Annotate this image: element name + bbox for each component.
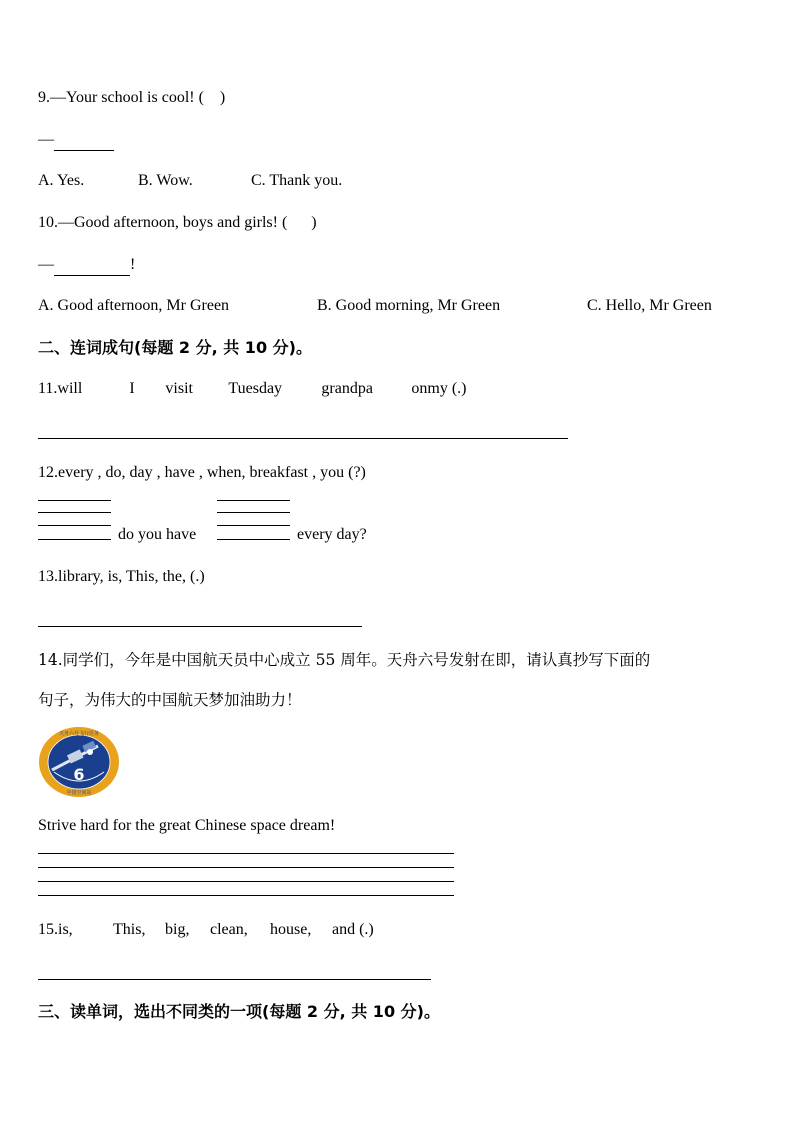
q15-word: clean, — [210, 921, 248, 938]
q15-word: house, — [270, 921, 312, 938]
q10-options — [38, 296, 712, 316]
q15-word: big, — [165, 921, 190, 938]
q10-end: ! — [130, 256, 136, 273]
q11-word: Tuesday — [228, 380, 283, 397]
q11-answer-line[interactable] — [38, 438, 568, 439]
q11-word: onmy (.) — [411, 380, 467, 397]
q11-prompt — [38, 379, 467, 399]
q15-answer-line[interactable] — [38, 979, 431, 980]
q13-answer-line[interactable] — [38, 626, 362, 627]
q12-prompt: 12.every , do, day , have , when, breakfast , you (?) — [38, 464, 366, 481]
q15-word: is, — [58, 921, 73, 938]
q9-question: 9.—Your school is cool! ( ) — [38, 89, 226, 106]
q10-dash: — — [38, 256, 54, 273]
q9-answer-blank[interactable] — [54, 130, 114, 151]
q13-prompt: 13.library, is, This, the, (.) — [38, 568, 205, 585]
q9-options — [38, 171, 342, 191]
q15-word: and (.) — [332, 921, 374, 938]
q12-mid-text: do you have — [118, 526, 197, 543]
q10-answer-blank[interactable] — [54, 255, 130, 276]
q15-prompt — [38, 920, 374, 940]
q15-word: This, — [113, 921, 146, 938]
badge-top-text: 天舟六号飞行任务 — [58, 731, 100, 737]
q11-word: I — [129, 380, 135, 397]
q15-num: 15. — [38, 921, 58, 938]
q14-sentence: Strive hard for the great Chinese space dream! — [38, 817, 336, 834]
q9-option-c[interactable]: C. Thank you. — [251, 172, 343, 189]
q14-line-2: 句子，为伟大的中国航天梦加油助力！ — [38, 691, 302, 709]
q10-question: 10.—Good afternoon, boys and girls! ( ) — [38, 214, 317, 231]
q12-end-text: every day? — [297, 526, 367, 543]
q14-line-1: 14.同学们，今年是中国航天员中心成立 55 周年。天舟六号发射在即，请认真抄写下面的 — [38, 651, 651, 669]
section2-title: 二、连词成句(每题 2 分, 共 10 分)。 — [38, 338, 312, 357]
q10-option-b[interactable]: B. Good morning, Mr Green — [317, 297, 501, 314]
q11-num: 11. — [38, 380, 58, 397]
q11-word: grandpa — [321, 380, 373, 397]
q11-word: will — [57, 380, 83, 397]
q10-option-c[interactable]: C. Hello, Mr Green — [587, 297, 712, 314]
badge-bottom-text: 中国空间站 — [66, 790, 92, 796]
q10-option-a[interactable]: A. Good afternoon, Mr Green — [38, 297, 230, 314]
q9-option-a[interactable]: A. Yes. — [38, 172, 85, 189]
svg-text:6: 6 — [73, 765, 85, 784]
q11-word: visit — [165, 380, 193, 397]
mission-badge-logo — [38, 726, 120, 798]
q9-option-b[interactable]: B. Wow. — [138, 172, 193, 189]
section3-title: 三、读单词，选出不同类的一项(每题 2 分, 共 10 分)。 — [38, 1002, 440, 1021]
q9-dash: — — [38, 131, 54, 148]
q9-answer-line — [38, 130, 114, 151]
q10-answer-line — [38, 255, 135, 276]
